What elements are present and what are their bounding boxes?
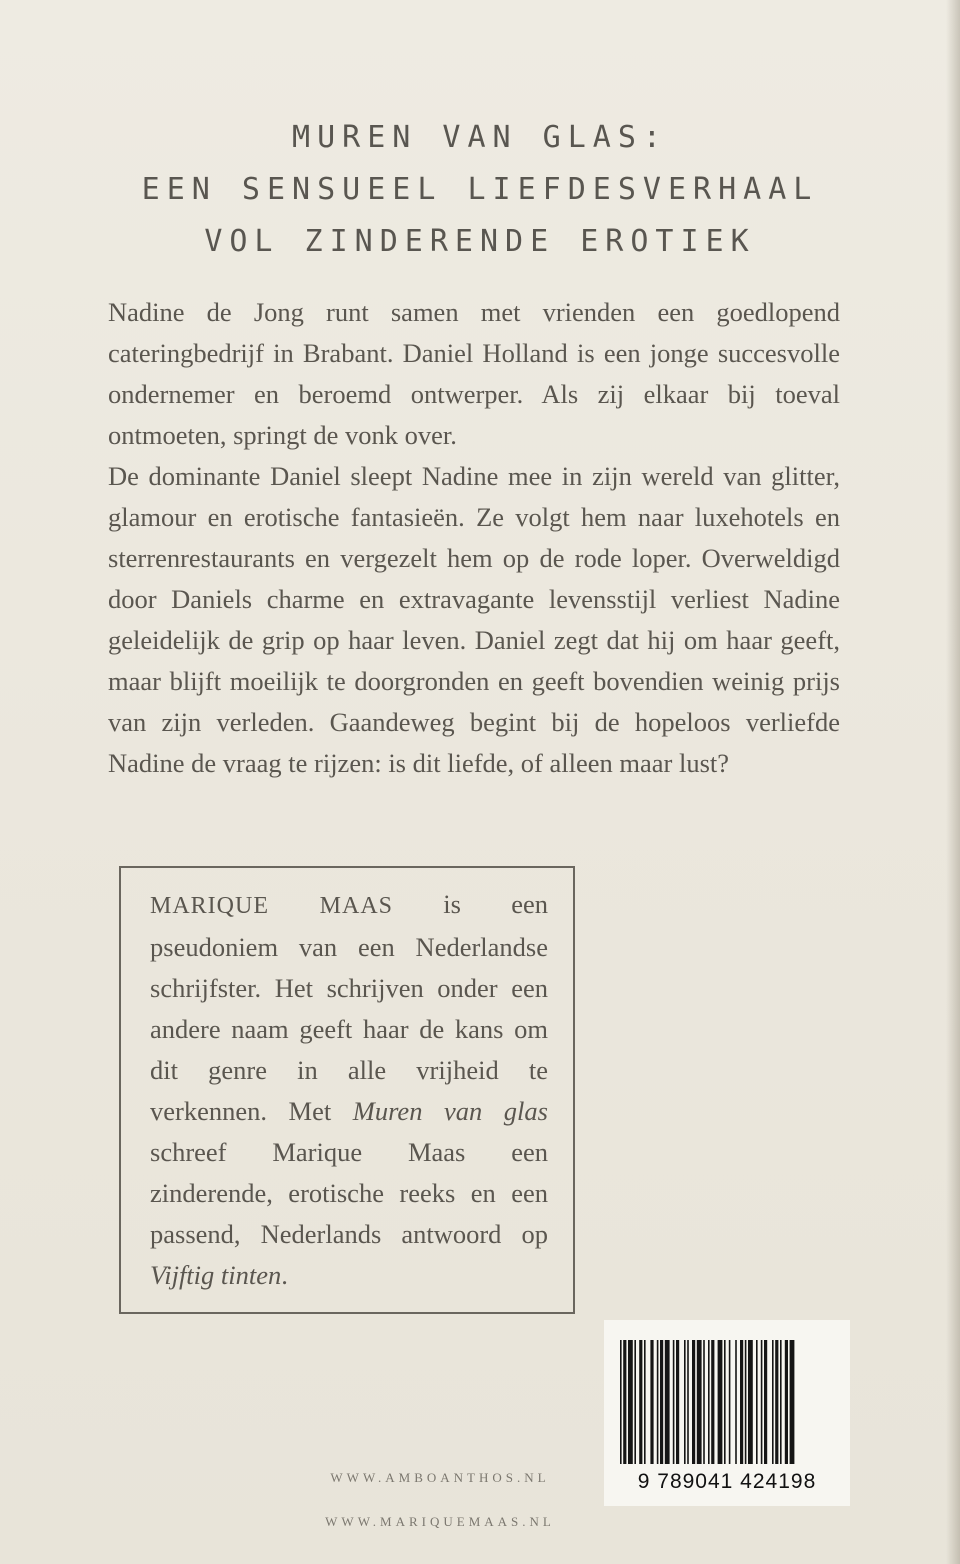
publisher-url[interactable]: WWW.AMBOANTHOS.NL [330,1470,550,1485]
barcode-label [604,1320,850,1506]
tagline-line-3: VOL ZINDERENDE EROTIEK [204,224,756,259]
barcode-bar [790,1340,795,1464]
author-bio-text-3: . [281,1260,288,1290]
barcode-bar [748,1340,753,1464]
barcode-bar [657,1340,659,1464]
barcode-bar [687,1340,689,1464]
barcode-bar [740,1340,743,1464]
barcode-bar [634,1340,636,1464]
synopsis-paragraph-2: De dominante Daniel sleept Nadine mee in zijn wereld van glitter, glamour en erotische fantasieën. Ze volgt hem naar luxehotels en sterrenrestaurants en vergezelt hem op de rode loper. Overweldigd door Daniels charme en extravagante levensstijl verliest Nadine geleidelijk de grip op haar leven. Daniel zegt dat hij om haar geeft, maar blijft moeilijk te doorgronden en geeft bovendien weinig prijs van zijn verleden. Gaandeweg begint bij de hopeloos verliefde Nadine de vraag te rijzen: is dit liefde, of alleen maar lust? [108,461,840,778]
barcode-bar [623,1340,626,1464]
barcode-bar [628,1340,633,1464]
synopsis [108,292,840,784]
barcode-bar [735,1340,737,1464]
barcode-bar [665,1340,670,1464]
barcode-bars [618,1340,836,1464]
barcode-bar [703,1340,705,1464]
tagline-line-2: EEN SENSUEEL LIEFDESVERHAAL [141,172,819,207]
barcode-bar [620,1340,622,1464]
barcode-bar [761,1340,763,1464]
barcode-bar [684,1340,686,1464]
tagline-heading [60,112,900,268]
barcode-bar [711,1340,714,1464]
synopsis-paragraph-1: Nadine de Jong runt samen met vrienden een goedlopend cateringbedrijf in Brabant. Daniel Holland is een jonge succesvolle ondernemer en beroemd ontwerper. Als zij elkaar bij toeval ontmoeten, springt de vonk over. [108,297,840,450]
cover-edge-shadow [946,0,960,1564]
website-links [240,1456,640,1544]
barcode-bar [650,1340,653,1464]
isbn-number: 9 789041 424198 [637,1470,817,1493]
comparison-title-reference: Vijftig tinten [150,1260,282,1290]
barcode-bar [764,1340,767,1464]
barcode-bar [673,1340,675,1464]
barcode-bar [780,1340,782,1464]
barcode-bar [639,1340,642,1464]
barcode-bar [729,1340,731,1464]
author-name: MARIQUE MAAS [150,893,393,919]
barcode-bar [697,1340,702,1464]
author-bio-text-2: schreef Marique Maas een zinderende, erotische reeks en een passend, Nederlands antwoord op [150,1137,548,1249]
barcode-bar [644,1340,646,1464]
author-bio-text-1: is een pseudoniem van een Nederlandse schrijfster. Het schrijven onder een andere naam geeft haar de kans om dit genre in alle vrijheid te verkennen. Met [150,889,548,1126]
barcode-bar [785,1340,788,1464]
tagline-line-1: MUREN VAN GLAS: [292,120,668,155]
barcode-bar [708,1340,710,1464]
barcode-bar [756,1340,758,1464]
barcode-bar [692,1340,695,1464]
barcode-bar [775,1340,778,1464]
barcode-bar [718,1340,723,1464]
author-bio [150,884,548,1296]
barcode-bar [660,1340,663,1464]
barcode-bar [772,1340,774,1464]
barcode-bar [676,1340,679,1464]
author-url[interactable]: WWW.MARIQUEMAAS.NL [325,1514,555,1529]
barcode-bar [745,1340,747,1464]
book-title-reference: Muren van glas [352,1096,548,1126]
barcode-bar [724,1340,726,1464]
